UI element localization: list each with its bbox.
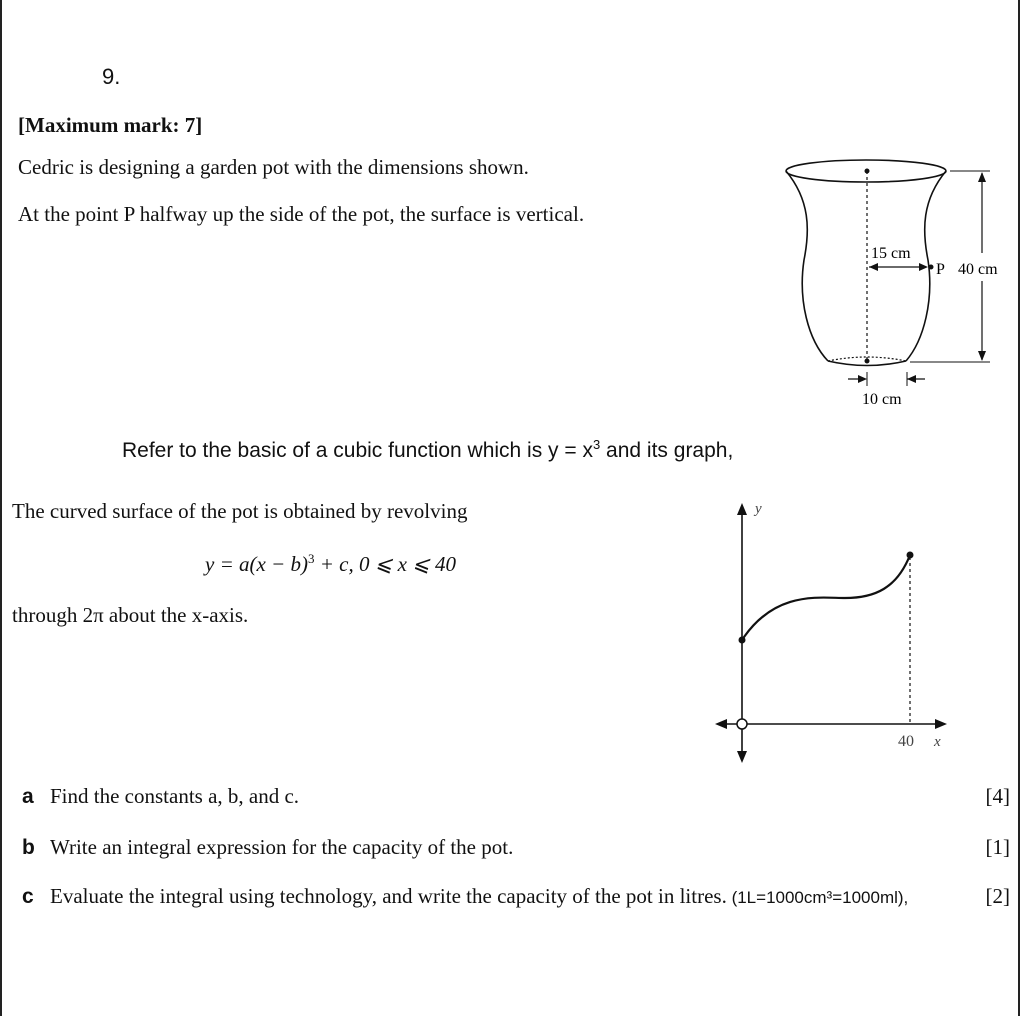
- height-arrowhead-bottom: [978, 351, 986, 361]
- part-b: [22, 835, 513, 860]
- equation-lhs: y = a(x − b): [205, 552, 308, 576]
- part-c-marks: [2]: [985, 884, 1010, 908]
- part-c-text: Evaluate the integral using technology, and write the capacity of the pot in litres.: [50, 884, 727, 908]
- x-tick-40: 40: [898, 733, 914, 750]
- intro-line-1: Cedric is designing a garden pot with the dimensions shown.: [18, 155, 529, 179]
- base-centre-point: [865, 359, 870, 364]
- refer-text-main: Refer to the basic of a cubic function which is y = x: [122, 439, 593, 462]
- part-c-letter: c: [22, 885, 34, 908]
- refer-text-tail: and its graph,: [600, 439, 734, 462]
- base-arrowhead-left: [858, 375, 867, 383]
- label-15cm: 15 cm: [871, 245, 911, 262]
- question-number: 9.: [102, 64, 121, 89]
- x-axis-arrow-right: [935, 719, 947, 729]
- radius-arrowhead-left: [869, 263, 878, 271]
- part-c: [22, 884, 908, 909]
- part-a-marks: [4]: [985, 784, 1010, 808]
- y-axis-arrow-up: [737, 503, 747, 515]
- y-axis-arrow-down: [737, 751, 747, 763]
- rim-centre-point: [865, 169, 870, 174]
- pot-left-side: [786, 171, 828, 361]
- y-axis-label: y: [755, 501, 762, 517]
- x-axis-arrow-left: [715, 719, 727, 729]
- part-a-text: Find the constants a, b, and c.: [50, 784, 300, 808]
- label-p: P: [936, 261, 945, 278]
- intro-line-2: At the point P halfway up the side of the pot, the surface is vertical.: [18, 202, 585, 226]
- point-p: [929, 265, 934, 270]
- part-b-text: Write an integral expression for the capacity of the pot.: [50, 835, 514, 859]
- part-a-letter: a: [22, 785, 34, 808]
- through-text: through 2π about the x-axis.: [12, 603, 249, 627]
- part-b-marks: [1]: [985, 835, 1010, 859]
- base-arrowhead-right: [907, 375, 916, 383]
- cubic-graph: [705, 495, 965, 770]
- part-c-conversion-note: (1L=1000cm³=1000ml),: [726, 888, 909, 907]
- label-10cm: 10 cm: [862, 391, 902, 408]
- refer-exponent: 3: [592, 437, 601, 452]
- equation-exponent: 3: [307, 551, 315, 566]
- origin-marker: [737, 719, 747, 729]
- x-axis-label: x: [934, 734, 941, 750]
- maximum-mark: [Maximum mark: 7]: [18, 113, 203, 137]
- curved-surface-text: The curved surface of the pot is obtained by revolving: [12, 499, 468, 523]
- refer-text: [122, 437, 733, 463]
- label-40cm: 40 cm: [958, 261, 998, 278]
- part-a: [22, 784, 299, 809]
- part-b-letter: b: [22, 836, 35, 859]
- curve-start-point: [739, 637, 746, 644]
- cubic-equation: [205, 551, 456, 577]
- pot-figure: [770, 150, 1015, 415]
- radius-arrowhead-right: [919, 263, 928, 271]
- cubic-curve: [742, 555, 910, 640]
- equation-rhs: + c, 0 ⩽ x ⩽ 40: [314, 552, 456, 576]
- height-arrowhead-top: [978, 172, 986, 182]
